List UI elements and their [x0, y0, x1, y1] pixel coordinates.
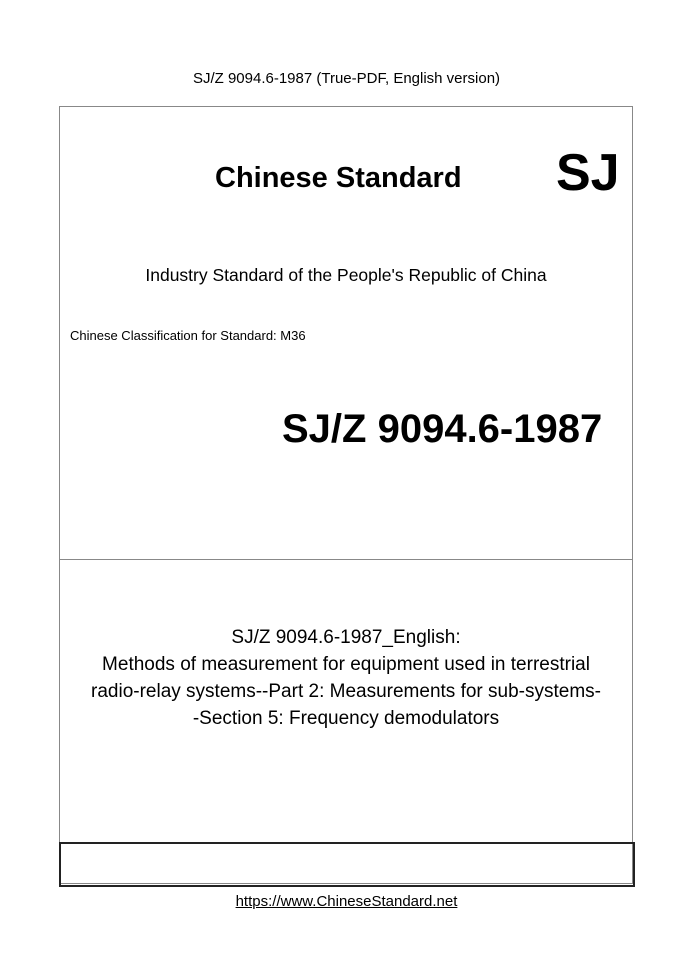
- standard-description: [59, 624, 633, 732]
- description-line: radio-relay systems--Part 2: Measurements for sub-systems-: [91, 681, 601, 702]
- section-divider: [59, 559, 633, 560]
- cover-subtitle: Industry Standard of the People's Republic of China: [145, 265, 547, 285]
- description-line: SJ/Z 9094.6-1987_English:: [231, 627, 461, 648]
- description-line: -Section 5: Frequency demodulators: [192, 708, 500, 729]
- description-line: Methods of measurement for equipment used in terrestrial: [102, 654, 590, 675]
- cover-title: Chinese Standard: [215, 162, 462, 194]
- page-header: SJ/Z 9094.6-1987 (True-PDF, English version): [192, 70, 501, 87]
- footer: [0, 893, 693, 911]
- classification-text: Chinese Classification for Standard: M36: [70, 328, 306, 343]
- standard-number: SJ/Z 9094.6-1987: [282, 407, 603, 451]
- standard-code-mark: SJ: [556, 144, 620, 202]
- bottom-empty-box: [59, 842, 635, 887]
- website-link[interactable]: https://www.ChineseStandard.net: [235, 893, 458, 910]
- cover-frame: [59, 106, 633, 884]
